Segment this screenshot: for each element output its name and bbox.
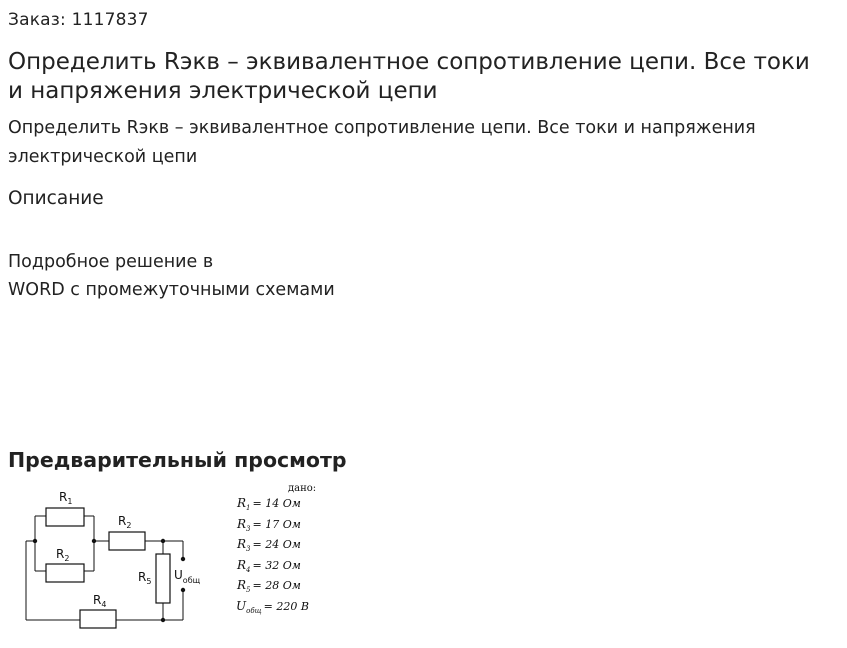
page-title: Определить Rэкв – эквивалентное сопротивление цепи. Все токи и напряжения электрической цепи xyxy=(8,49,810,104)
given-item: $R_5 = 28$ Ом xyxy=(237,578,301,594)
description-line: Подробное решение в xyxy=(8,252,214,272)
label-r5: $R_5$ xyxy=(138,570,152,586)
resistor-r3 xyxy=(109,532,145,550)
given-title: дано: xyxy=(288,483,317,494)
preview-heading: Предварительный просмотр xyxy=(8,448,347,472)
resistor-r5 xyxy=(156,554,170,603)
label-r3: $R_2$ xyxy=(118,514,132,530)
label-u-total: $U_{общ}$ xyxy=(174,568,201,585)
given-item: $R_1 = 14$ Ом xyxy=(237,496,301,512)
circuit-diagram xyxy=(18,480,328,635)
lead-paragraph: Определить Rэкв – эквивалентное сопротивление цепи. Все токи и напряжения электрической цепи xyxy=(8,118,756,167)
given-item: $R_3 = 17$ Ом xyxy=(237,517,301,533)
order-number: Заказ: 1117837 xyxy=(8,10,149,30)
label-r4: $R_4$ xyxy=(93,593,107,609)
resistor-r4 xyxy=(80,610,116,628)
label-r2: $R_2$ xyxy=(56,547,70,563)
given-item: $R_4 = 32$ Ом xyxy=(237,558,301,574)
resistor-r2 xyxy=(46,564,84,582)
description-text xyxy=(8,248,428,304)
preview-image xyxy=(18,480,328,635)
given-item: $U_{общ} = 220$ В xyxy=(236,599,309,615)
given-item: $R_3 = 24$ Ом xyxy=(237,537,301,553)
given-list xyxy=(236,496,309,615)
description-line: WORD с промежуточными схемами xyxy=(8,280,335,300)
label-r1: $R_1$ xyxy=(59,490,73,506)
resistor-r1 xyxy=(46,508,84,526)
description-heading: Описание xyxy=(8,188,104,209)
